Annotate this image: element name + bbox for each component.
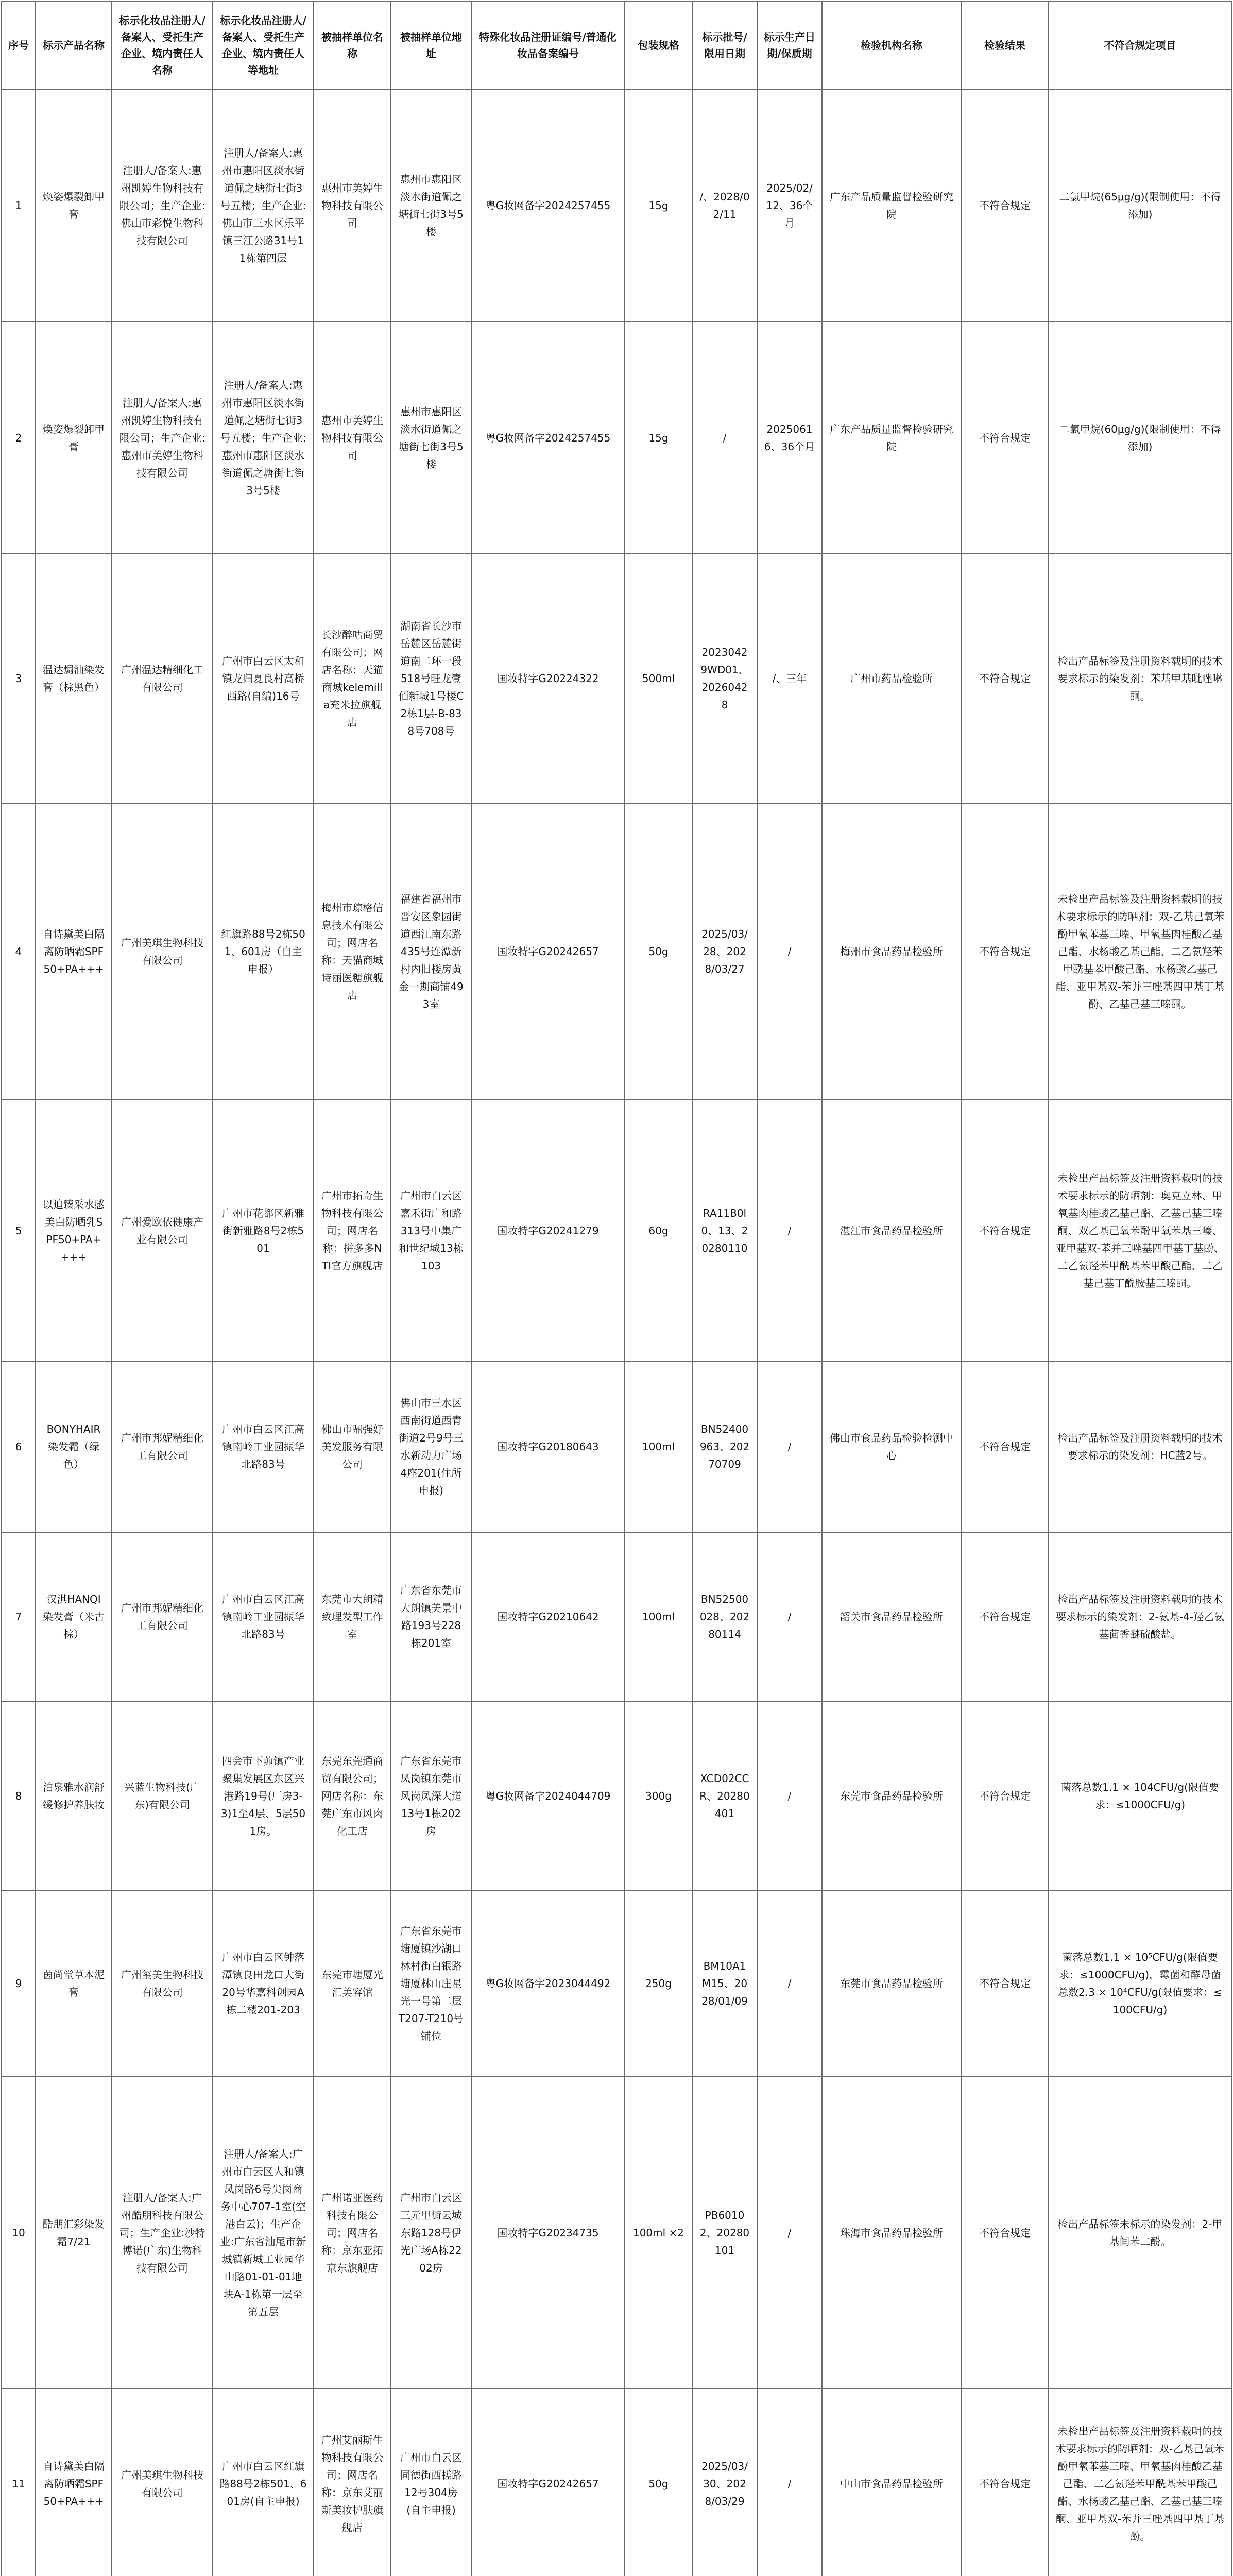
cell-cert-no: 国妆特字G20224322 — [471, 554, 625, 803]
cell-company: 兴蓝生物科技(广东)有限公司 — [112, 1701, 213, 1891]
cell-sampled-address: 广东省东莞市凤岗镇东莞市风岗凤深大道13号1栋202房 — [391, 1701, 471, 1891]
table-row — [2, 321, 1231, 554]
cell-no: 11 — [2, 2389, 36, 2576]
cell-production-date: 20250616、36个月 — [757, 321, 822, 554]
table-row — [2, 2389, 1231, 2576]
table-row — [2, 1532, 1231, 1701]
table-row — [2, 1701, 1231, 1891]
cell-cert-no: 粤G妆网备字2023044492 — [471, 1891, 625, 2076]
cell-sampled-address: 广州市白云区嘉禾街广和路313号中集广和世纪城13栋103 — [391, 1100, 471, 1361]
cell-failed-items: 菌落总数1.1 × 104CFU/g(限值要求：≤1000CFU/g) — [1049, 1701, 1231, 1891]
cell-cert-no: 国妆特字G20242657 — [471, 2389, 625, 2576]
cell-company-address: 广州市白云区江高镇南岭工业园振华北路83号 — [213, 1361, 314, 1532]
cell-sampled-address: 惠州市惠阳区淡水街道佩之塘街七街3号5楼 — [391, 321, 471, 554]
cell-product-name: 温达焗油染发膏（棕黑色） — [36, 554, 112, 803]
cell-company-address: 注册人/备案人:惠州市惠阳区淡水街道佩之塘街七街3号五楼；生产企业:惠州市惠阳区淡水街道佩之塘街七街3号5楼 — [213, 321, 314, 554]
cell-failed-items: 二氯甲烷(65μg/g)(限制使用：不得添加) — [1049, 89, 1231, 321]
cell-sampled-unit: 东莞市大朗精致理发型工作室 — [314, 1532, 391, 1701]
cell-cert-no: 粤G妆网备字2024257455 — [471, 89, 625, 321]
cell-batch: / — [692, 321, 757, 554]
cell-result: 不符合规定 — [961, 554, 1049, 803]
cell-production-date: 2025/02/12、36个月 — [757, 89, 822, 321]
cell-product-name: 汉淇HANQI染发膏（米古棕） — [36, 1532, 112, 1701]
cell-batch: BN52500028、20280114 — [692, 1532, 757, 1701]
cell-sampled-unit: 惠州市美婷生物科技有限公司 — [314, 321, 391, 554]
cell-lab: 广东产品质量监督检验研究院 — [822, 89, 961, 321]
cell-result: 不符合规定 — [961, 89, 1049, 321]
table-row — [2, 1100, 1231, 1361]
cell-failed-items: 未检出产品标签及注册资料载明的技术要求标示的防晒剂：奥克立林、甲氧基肉桂酸乙基己酯、乙基己基三嗪酮、双乙基己氧苯酚甲氧苯基三嗪、亚甲基双-苯并三唑基四甲基丁基酚、二乙氨羟苯甲酰基苯甲酸己酯、二乙基己基丁酰胺基三嗪酮。 — [1049, 1100, 1231, 1361]
cell-product-name: 茵尚堂草本泥膏 — [36, 1891, 112, 2076]
cell-cert-no: 国妆特字G20210642 — [471, 1532, 625, 1701]
cell-spec: 100ml — [625, 1361, 692, 1532]
cell-sampled-address: 广东省东莞市大朗镇美景中路193号228栋201室 — [391, 1532, 471, 1701]
table-header-row — [2, 2, 1231, 89]
cell-production-date: / — [757, 2076, 822, 2389]
cell-sampled-address: 佛山市三水区西南街道西青街道2号9号三水新动力广场4座201(住所申报) — [391, 1361, 471, 1532]
cell-result: 不符合规定 — [961, 321, 1049, 554]
cell-company-address: 红旗路88号2栋501、601房（自主申报） — [213, 803, 314, 1100]
cell-batch: BN52400963、20270709 — [692, 1361, 757, 1532]
cell-sampled-address: 广东省东莞市塘厦镇沙湖口林村街白银路塘厦林山庄星光一号第二层T207-T210号铺位 — [391, 1891, 471, 2076]
cell-no: 3 — [2, 554, 36, 803]
cell-no: 7 — [2, 1532, 36, 1701]
cell-failed-items: 检出产品标签未标示的染发剂：2-甲基间苯二酚。 — [1049, 2076, 1231, 2389]
cell-batch: BM10A1M15、2028/01/09 — [692, 1891, 757, 2076]
cell-failed-items: 二氯甲烷(60μg/g)(限制使用：不得添加) — [1049, 321, 1231, 554]
cell-production-date: / — [757, 1701, 822, 1891]
cell-company: 注册人/备案人:广州酷朋科技有限公司；生产企业:沙特博诺(广东)生物科技有限公司 — [112, 2076, 213, 2389]
sampling-results-table — [1, 1, 1232, 2576]
cell-no: 10 — [2, 2076, 36, 2389]
cell-cert-no: 国妆特字G20234735 — [471, 2076, 625, 2389]
cell-batch: 2025/03/30、2028/03/29 — [692, 2389, 757, 2576]
table-row — [2, 554, 1231, 803]
cell-spec: 100ml — [625, 1532, 692, 1701]
header-lab: 检验机构名称 — [822, 2, 961, 89]
header-spec: 包装规格 — [625, 2, 692, 89]
cell-lab: 梅州市食品药品检验所 — [822, 803, 961, 1100]
cell-product-name: 焕姿爆裂卸甲膏 — [36, 321, 112, 554]
cell-result: 不符合规定 — [961, 2389, 1049, 2576]
cell-result: 不符合规定 — [961, 1100, 1049, 1361]
cell-sampled-address: 广州市白云区同德街西槎路12号304房(自主申报) — [391, 2389, 471, 2576]
cell-sampled-unit: 广州市拓奇生物科技有限公司；网店名称：拼多多NTI官方旗舰店 — [314, 1100, 391, 1361]
cell-company-address: 广州市白云区红旗路88号2栋501、601房(自主申报) — [213, 2389, 314, 2576]
header-sampled-address: 被抽样单位地址 — [391, 2, 471, 89]
header-product-name: 标示产品名称 — [36, 2, 112, 89]
header-result: 检验结果 — [961, 2, 1049, 89]
cell-company: 广州爱欧依健康产业有限公司 — [112, 1100, 213, 1361]
cell-product-name: BONYHAIR染发霜（绿色） — [36, 1361, 112, 1532]
cell-no: 6 — [2, 1361, 36, 1532]
header-sampled-unit: 被抽样单位名称 — [314, 2, 391, 89]
cell-result: 不符合规定 — [961, 1361, 1049, 1532]
cell-product-name: 自诗黛美白隔离防晒霜SPF50+PA+++ — [36, 2389, 112, 2576]
cell-company-address: 广州市白云区太和镇龙归夏良村高桥西路(自编)16号 — [213, 554, 314, 803]
cell-production-date: / — [757, 2389, 822, 2576]
cell-company: 广州玺美生物科技有限公司 — [112, 1891, 213, 2076]
cell-lab: 中山市食品药品检验所 — [822, 2389, 961, 2576]
cell-result: 不符合规定 — [961, 1701, 1049, 1891]
cell-result: 不符合规定 — [961, 1891, 1049, 2076]
cell-result: 不符合规定 — [961, 803, 1049, 1100]
cell-spec: 500ml — [625, 554, 692, 803]
cell-batch: RA11B0l0、13、20280110 — [692, 1100, 757, 1361]
cell-company-address: 四会市下茆镇产业聚集发展区东区兴港路19号(厂房3-3)1至4层、5层501房。 — [213, 1701, 314, 1891]
cell-failed-items: 菌落总数1.1 × 10⁵CFU/g(限值要求：≤1000CFU/g)，霉菌和酵母菌总数2.3 × 10⁴CFU/g(限值要求：≤100CFU/g) — [1049, 1891, 1231, 2076]
cell-production-date: / — [757, 1532, 822, 1701]
cell-cert-no: 国妆特字G20180643 — [471, 1361, 625, 1532]
cell-sampled-unit: 广州诺亚医药科技有限公司；网店名称：京东亚拓京东旗舰店 — [314, 2076, 391, 2389]
table-row — [2, 803, 1231, 1100]
cell-company: 广州温达精细化工有限公司 — [112, 554, 213, 803]
header-company: 标示化妆品注册人/备案人、受托生产企业、境内责任人名称 — [112, 2, 213, 89]
cell-no: 9 — [2, 1891, 36, 2076]
cell-sampled-address: 福建省福州市晋安区象园街道西江南东路435号连潭新村内旧楼房黄金一期商铺493室 — [391, 803, 471, 1100]
cell-lab: 广东产品质量监督检验研究院 — [822, 321, 961, 554]
cell-sampled-unit: 东莞东莞通商贸有限公司；网店名称：东莞广东市风肉化工店 — [314, 1701, 391, 1891]
cell-spec: 250g — [625, 1891, 692, 2076]
cell-company: 注册人/备案人:惠州凯婷生物科技有限公司；生产企业:惠州市美婷生物科技有限公司 — [112, 321, 213, 554]
cell-spec: 50g — [625, 803, 692, 1100]
cell-production-date: / — [757, 1100, 822, 1361]
cell-sampled-unit: 梅州市琼格信息技术有限公司；网店名称：天猫商城诗丽医糖旗舰店 — [314, 803, 391, 1100]
cell-failed-items: 检出产品标签及注册资料载明的技术要求标示的染发剂：苯基甲基吡唑啉酮。 — [1049, 554, 1231, 803]
cell-lab: 佛山市食品药品检验检测中心 — [822, 1361, 961, 1532]
cell-production-date: / — [757, 803, 822, 1100]
cell-batch: XCD02CCR、20280401 — [692, 1701, 757, 1891]
header-cert-no: 特殊化妆品注册证编号/普通化妆品备案编号 — [471, 2, 625, 89]
cell-batch: 20230429WD01、20260428 — [692, 554, 757, 803]
header-company-address: 标示化妆品注册人/备案人、受托生产企业、境内责任人等地址 — [213, 2, 314, 89]
table-row — [2, 1891, 1231, 2076]
cell-lab: 东莞市食品药品检验所 — [822, 1701, 961, 1891]
cell-spec: 15g — [625, 321, 692, 554]
cell-company-address: 注册人/备案人:广州市白云区人和镇凤岗路6号尖岗商务中心707-1室(空港白云)；生产企业:广东省汕尾市新城镇新城工业园华山路01-01-01地块A-1栋第一层至第五层 — [213, 2076, 314, 2389]
cell-lab: 广州市药品检验所 — [822, 554, 961, 803]
cell-company: 广州美琪生物科技有限公司 — [112, 2389, 213, 2576]
cell-batch: PB60102、20280101 — [692, 2076, 757, 2389]
cell-sampled-unit: 广州艾丽斯生物科技有限公司；网店名称：京东艾丽斯美妆护肤旗舰店 — [314, 2389, 391, 2576]
cell-lab: 珠海市食品药品检验所 — [822, 2076, 961, 2389]
cell-spec: 60g — [625, 1100, 692, 1361]
cell-cert-no: 粤G妆网备字2024044709 — [471, 1701, 625, 1891]
cell-spec: 100ml ×2 — [625, 2076, 692, 2389]
cell-lab: 韶关市食品药品检验所 — [822, 1532, 961, 1701]
cell-failed-items: 检出产品标签及注册资料载明的技术要求标示的染发剂：2-氨基-4-羟乙氨基茴香醚硫酸盐。 — [1049, 1532, 1231, 1701]
cell-no: 4 — [2, 803, 36, 1100]
cell-result: 不符合规定 — [961, 2076, 1049, 2389]
cell-company: 广州美琪生物科技有限公司 — [112, 803, 213, 1100]
cell-spec: 300g — [625, 1701, 692, 1891]
cell-company-address: 注册人/备案人:惠州市惠阳区淡水街道佩之塘街七街3号五楼；生产企业:佛山市三水区乐平镇三江公路31号11栋第四层 — [213, 89, 314, 321]
cell-company: 广州市邦妮精细化工有限公司 — [112, 1532, 213, 1701]
cell-company-address: 广州市白云区江高镇南岭工业园振华北路83号 — [213, 1532, 314, 1701]
cell-sampled-unit: 惠州市美婷生物科技有限公司 — [314, 89, 391, 321]
table-row — [2, 89, 1231, 321]
cell-spec: 15g — [625, 89, 692, 321]
cell-production-date: / — [757, 1361, 822, 1532]
cell-spec: 50g — [625, 2389, 692, 2576]
cell-sampled-unit: 东莞市塘厦光汇美容馆 — [314, 1891, 391, 2076]
table-row — [2, 1361, 1231, 1532]
cell-product-name: 泊泉雅水润舒缓修护养肤妆 — [36, 1701, 112, 1891]
cell-failed-items: 未检出产品标签及注册资料载明的技术要求标示的防晒剂：双-乙基己氧苯酚甲氧苯基三嗪、甲氧基肉桂酸乙基己酯、二乙氨羟苯甲酰基苯甲酸己酯、水杨酸乙基己酯、乙基己基三嗪酮、亚甲基双-苯并三唑基四甲基丁基酚。 — [1049, 2389, 1231, 2576]
cell-sampled-address: 惠州市惠阳区淡水街道佩之塘街七街3号5楼 — [391, 89, 471, 321]
cell-failed-items: 检出产品标签及注册资料载明的技术要求标示的染发剂：HC蓝2号。 — [1049, 1361, 1231, 1532]
cell-result: 不符合规定 — [961, 1532, 1049, 1701]
cell-company: 注册人/备案人:惠州凯婷生物科技有限公司；生产企业:佛山市彩悦生物科技有限公司 — [112, 89, 213, 321]
cell-batch: /、2028/02/11 — [692, 89, 757, 321]
cell-lab: 湛江市食品药品检验所 — [822, 1100, 961, 1361]
header-failed-items: 不符合规定项目 — [1049, 2, 1231, 89]
cell-cert-no: 国妆特字G20241279 — [471, 1100, 625, 1361]
cell-sampled-unit: 长沙醉咕商贸有限公司；网店名称：天猫商城kelemill a充米拉旗舰店 — [314, 554, 391, 803]
cell-company-address: 广州市花都区新雅街新雅路8号2栋501 — [213, 1100, 314, 1361]
cell-product-name: 自诗黛美白隔离防晒霜SPF50+PA+++ — [36, 803, 112, 1100]
cell-product-name: 焕姿爆裂卸甲膏 — [36, 89, 112, 321]
cell-production-date: / — [757, 1891, 822, 2076]
cell-production-date: /、三年 — [757, 554, 822, 803]
cell-sampled-address: 湖南省长沙市岳麓区岳麓街道南二环一段518号旺龙壹佰新城1号楼C2栋1层-B-838号708号 — [391, 554, 471, 803]
cell-no: 8 — [2, 1701, 36, 1891]
table-row — [2, 2076, 1231, 2389]
cell-company-address: 广州市白云区钟落潭镇良田龙口大街20号华嘉科创园A栋二楼201-203 — [213, 1891, 314, 2076]
cell-lab: 东莞市食品药品检验所 — [822, 1891, 961, 2076]
cell-cert-no: 国妆特字G20242657 — [471, 803, 625, 1100]
cell-product-name: 以迫臻采水感美白防晒乳SPF50+PA++++ — [36, 1100, 112, 1361]
header-no: 序号 — [2, 2, 36, 89]
cell-company: 广州市邦妮精细化工有限公司 — [112, 1361, 213, 1532]
cell-no: 1 — [2, 89, 36, 321]
cell-cert-no: 粤G妆网备字2024257455 — [471, 321, 625, 554]
header-production-date: 标示生产日期/保质期 — [757, 2, 822, 89]
cell-batch: 2025/03/28、2028/03/27 — [692, 803, 757, 1100]
cell-failed-items: 未检出产品标签及注册资料载明的技术要求标示的防晒剂：双-乙基己氧苯酚甲氧苯基三嗪、甲氧基肉桂酸乙基己酯、水杨酸乙基己酯、二乙氨羟苯甲酰基苯甲酸己酯、水杨酸乙基己酯、亚甲基双-苯并三唑基四甲基丁基酚、乙基己基三嗪酮。 — [1049, 803, 1231, 1100]
cell-no: 5 — [2, 1100, 36, 1361]
cell-no: 2 — [2, 321, 36, 554]
header-batch: 标示批号/限用日期 — [692, 2, 757, 89]
cell-product-name: 酷朋汇彩染发霜7/21 — [36, 2076, 112, 2389]
cell-sampled-unit: 佛山市鼎强好美发服务有限公司 — [314, 1361, 391, 1532]
cell-sampled-address: 广州市白云区三元里街云城东路128号伊光广场A栋2202房 — [391, 2076, 471, 2389]
